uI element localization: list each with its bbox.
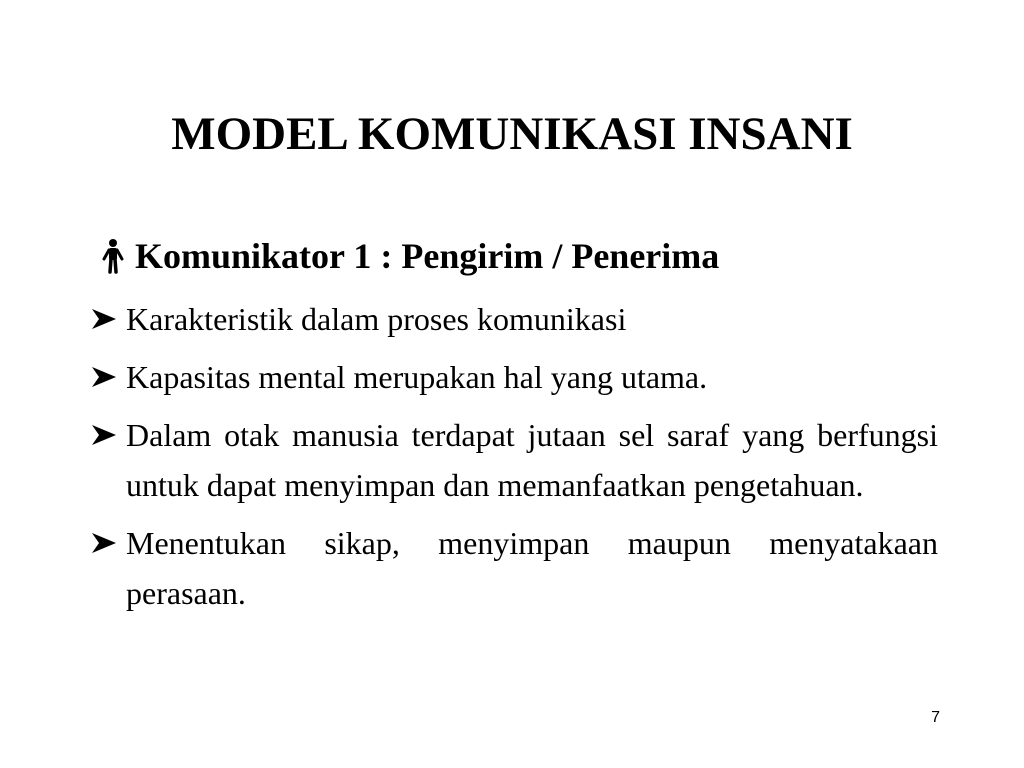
arrow-bullet-icon [90, 410, 126, 460]
list-item [90, 352, 938, 402]
bullet-text: Karakteristik dalam proses komunikasi [126, 301, 627, 337]
subheading-text: Komunikator 1 : Pengirim / Penerima [135, 236, 720, 276]
arrow-bullet-icon [90, 518, 126, 568]
list-item [90, 518, 938, 618]
list-item [90, 294, 938, 344]
arrow-bullet-icon [90, 352, 126, 402]
subheading-row [101, 232, 719, 280]
bullet-text: Menentukan sikap, menyimpan maupun menyatakaan perasaan. [126, 525, 938, 611]
bullet-text: Kapasitas mental merupakan hal yang utama. [126, 359, 708, 395]
bullet-text: Dalam otak manusia terdapat jutaan sel saraf yang berfungsi untuk dapat menyimpan dan memanfaatkan pengetahuan. [126, 417, 938, 503]
arrow-bullet-icon [90, 294, 126, 344]
bullet-list [90, 294, 938, 626]
slide-title: MODEL KOMUNIKASI INSANI [171, 108, 853, 160]
page-number: 7 [931, 709, 940, 726]
person-figure-icon [101, 238, 125, 274]
list-item [90, 410, 938, 510]
